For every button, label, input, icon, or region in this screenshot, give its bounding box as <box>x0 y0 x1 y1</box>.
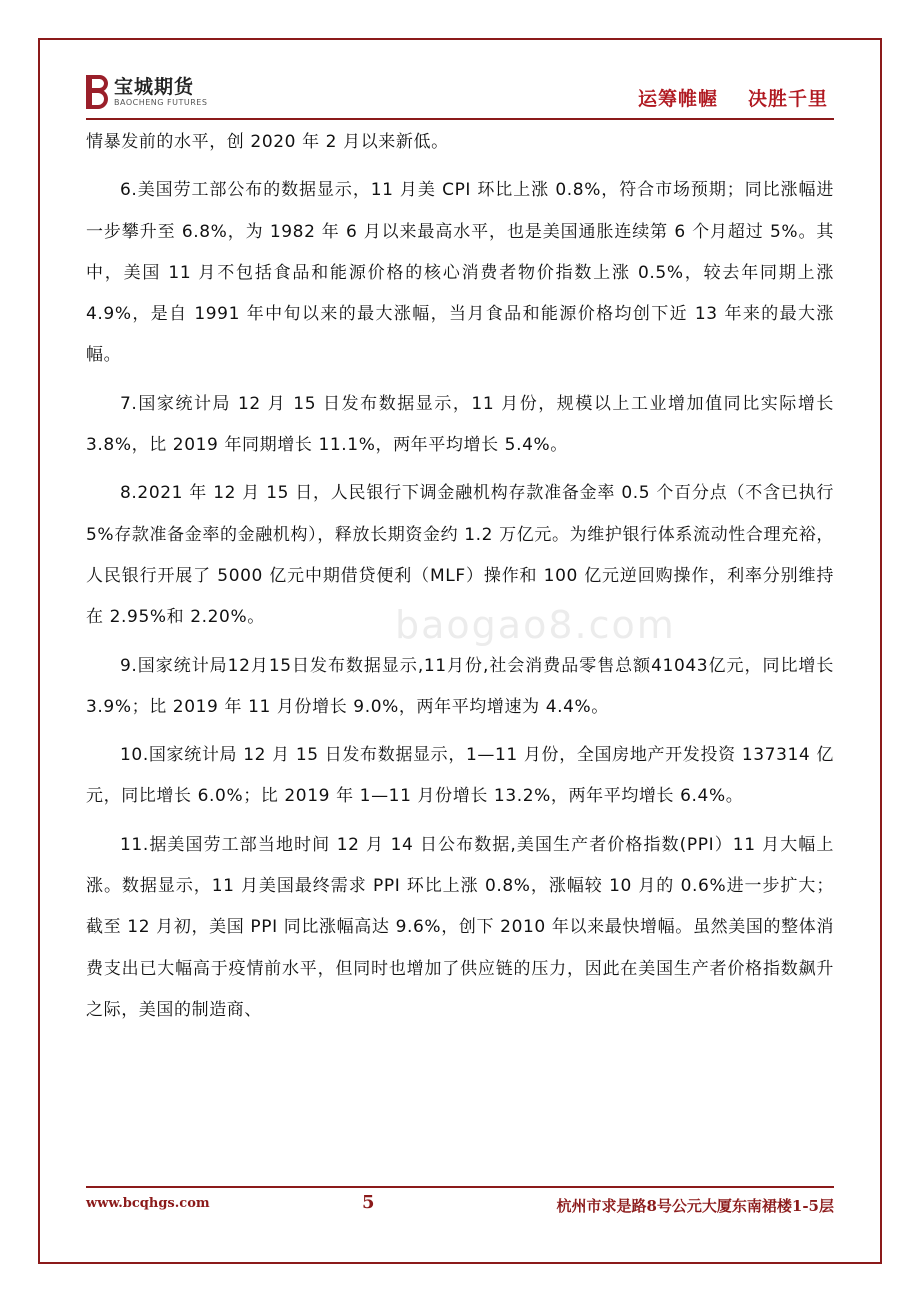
paragraph-item-11: 11.据美国劳工部当地时间 12 月 14 日公布数据,美国生产者价格指数(PPI）11 月大幅上涨。数据显示，11 月美国最终需求 PPI 环比上涨 0.8%，涨幅较 10 月的 0.6%进一步扩大；截至 12 月初，美国 PPI 同比涨幅高达 9.6%，创下 2010 年以来最快增幅。虽然美国的整体消费支出已大幅高于疫情前水平，但同时也增加了供应链的压力，因此在美国生产者价格指数飙升之际，美国的制造商、 <box>86 834 834 1020</box>
paragraph-item-8: 8.2021 年 12 月 15 日，人民银行下调金融机构存款准备金率 0.5 个百分点（不含已执行 5%存款准备金率的金融机构），释放长期资金约 1.2 万亿元。为维护银行体系流动性合理充裕，人民银行开展了 5000 亿元中期借贷便利（MLF）操作和 100 亿元逆回购操作，利率分别维持在 2.95%和 2.20%。 <box>86 483 834 628</box>
page-header <box>86 66 834 116</box>
logo <box>86 70 207 114</box>
page-footer <box>86 1194 834 1218</box>
paragraph-item-6: 6.美国劳工部公布的数据显示，11 月美 CPI 环比上涨 0.8%，符合市场预期；同比涨幅进一步攀升至 6.8%，为 1982 年 6 月以来最高水平，也是美国通胀连续第 6 个月超过 5%。其中，美国 11 月不包括食品和能源价格的核心消费者物价指数上涨 0.5%，较去年同期上涨 4.9%，是自 1991 年中旬以来的最大涨幅，当月食品和能源价格均创下近 13 年来的最大涨幅。 <box>86 180 834 366</box>
paragraph-item-7: 7.国家统计局 12 月 15 日发布数据显示，11 月份，规模以上工业增加值同比实际增长 3.8%，比 2019 年同期增长 11.1%，两年平均增长 5.4%。 <box>86 393 834 456</box>
footer-divider <box>86 1186 834 1188</box>
paragraph-continued: 情暴发前的水平，创 2020 年 2 月以来新低。 <box>86 132 449 152</box>
paragraph-item-10: 10.国家统计局 12 月 15 日发布数据显示，1—11 月份，全国房地产开发投资 137314 亿元，同比增长 6.0%；比 2019 年 1—11 月份增长 13.2%，两年平均增长 6.4%。 <box>86 745 834 807</box>
header-divider <box>86 118 834 120</box>
logo-english-name: BAOCHENG FUTURES <box>114 98 208 107</box>
baocheng-logo-icon <box>86 75 108 109</box>
paragraph-item-9: 9.国家统计局12月15日发布数据显示,11月份,社会消费品零售总额41043亿元，同比增长 3.9%；比 2019 年 11 月份增长 9.0%，两年平均增速为 4.4%。 <box>86 655 834 717</box>
page-number: 5 <box>362 1192 375 1213</box>
slogan <box>638 84 828 111</box>
article-body <box>86 122 834 1038</box>
slogan-left: 运筹帷幄 <box>637 88 718 110</box>
watermark: baogao8.com <box>395 603 676 647</box>
logo-chinese-name: 宝城期货 <box>114 76 195 98</box>
footer-address: 杭州市求是路8号公元大厦东南裙楼1-5层 <box>556 1197 834 1215</box>
slogan-right: 决胜千里 <box>747 88 828 110</box>
footer-website-link[interactable]: www.bcqhgs.com <box>86 1196 210 1211</box>
